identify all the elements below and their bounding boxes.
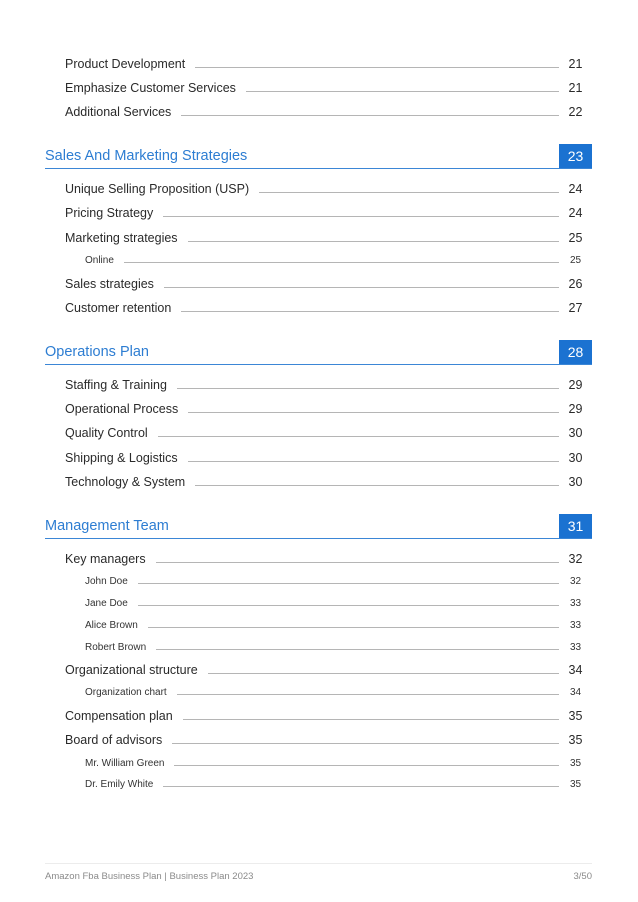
toc-subentry[interactable] xyxy=(45,759,592,769)
dot-leader xyxy=(148,627,559,628)
toc-subentry[interactable] xyxy=(45,577,592,587)
dot-leader xyxy=(138,583,559,584)
toc-entry[interactable] xyxy=(45,302,592,315)
toc-entry-label: Sales strategies xyxy=(65,277,154,291)
toc-entry-label: Technology & System xyxy=(65,475,186,489)
toc-section-heading[interactable] xyxy=(45,144,592,169)
section-page-badge: 31 xyxy=(559,514,592,538)
toc-entry-label: Quality Control xyxy=(65,426,148,440)
dot-leader xyxy=(177,388,559,389)
toc-entry-page: 33 xyxy=(569,642,582,653)
dot-leader xyxy=(174,765,559,766)
toc-subentry[interactable] xyxy=(45,256,592,266)
section-page-badge: 23 xyxy=(559,144,592,168)
dot-leader xyxy=(181,311,559,312)
toc-entry[interactable] xyxy=(45,58,592,71)
toc-entry[interactable] xyxy=(45,403,592,416)
toc-entry[interactable] xyxy=(45,427,592,440)
toc-entry-page: 25 xyxy=(568,231,583,245)
section-title: Management Team xyxy=(45,517,169,534)
toc-entry-page: 34 xyxy=(569,687,582,698)
dot-leader xyxy=(163,786,559,787)
toc-entry-label: Dr. Emily White xyxy=(85,779,154,790)
toc-entry-label: Compensation plan xyxy=(65,709,173,723)
dot-leader xyxy=(246,91,559,92)
dot-leader xyxy=(181,115,559,116)
toc-entry-page: 34 xyxy=(568,663,583,677)
toc-entry-page: 32 xyxy=(569,576,582,587)
toc-entry-page: 33 xyxy=(569,620,582,631)
dot-leader xyxy=(188,241,559,242)
toc-subentry[interactable] xyxy=(45,599,592,609)
section-page-badge: 28 xyxy=(559,340,592,364)
toc-entry[interactable] xyxy=(45,452,592,465)
toc-entry-page: 35 xyxy=(568,733,583,747)
toc-entry-page: 24 xyxy=(568,206,583,220)
dot-leader xyxy=(195,485,559,486)
toc-entry[interactable] xyxy=(45,183,592,196)
toc-entry-page: 30 xyxy=(568,475,583,489)
dot-leader xyxy=(156,562,559,563)
toc-entry-label: Mr. William Green xyxy=(85,758,165,769)
toc-entry[interactable] xyxy=(45,710,592,723)
section-title: Operations Plan xyxy=(45,343,149,360)
toc-entry-page: 35 xyxy=(569,779,582,790)
toc-entry-label: Customer retention xyxy=(65,301,172,315)
toc-entry[interactable] xyxy=(45,476,592,489)
dot-leader xyxy=(164,287,559,288)
toc-entry[interactable] xyxy=(45,553,592,566)
toc-entry-page: 35 xyxy=(569,758,582,769)
toc-entry-page: 30 xyxy=(568,426,583,440)
toc-entry[interactable] xyxy=(45,232,592,245)
toc-entry-label: Shipping & Logistics xyxy=(65,451,178,465)
toc-entry-page: 21 xyxy=(568,57,583,71)
toc-entry-label: John Doe xyxy=(85,576,128,587)
toc-entry-label: Pricing Strategy xyxy=(65,206,154,220)
toc-entry-label: Staffing & Training xyxy=(65,378,167,392)
dot-leader xyxy=(124,262,559,263)
toc-section-heading[interactable] xyxy=(45,514,592,539)
toc-entry-page: 22 xyxy=(568,105,583,119)
toc-entry-label: Marketing strategies xyxy=(65,231,178,245)
toc-entry[interactable] xyxy=(45,379,592,392)
dot-leader xyxy=(195,67,559,68)
footer-document-title: Amazon Fba Business Plan | Business Plan 2023 xyxy=(45,871,254,882)
toc-entry-label: Robert Brown xyxy=(85,642,147,653)
toc-entry-page: 27 xyxy=(568,301,583,315)
toc-entry-label: Key managers xyxy=(65,552,146,566)
toc-entry-page: 21 xyxy=(568,81,583,95)
toc-subentry[interactable] xyxy=(45,643,592,653)
toc-subentry[interactable] xyxy=(45,688,592,698)
toc-entry-label: Organization chart xyxy=(85,687,167,698)
toc-entry-label: Unique Selling Proposition (USP) xyxy=(65,182,250,196)
toc-entry[interactable] xyxy=(45,207,592,220)
toc-section-heading[interactable] xyxy=(45,340,592,365)
dot-leader xyxy=(188,461,559,462)
toc-entry-label: Product Development xyxy=(65,57,186,71)
dot-leader xyxy=(188,412,559,413)
toc-entry-page: 33 xyxy=(569,598,582,609)
toc-entry-page: 26 xyxy=(568,277,583,291)
toc-entry-label: Online xyxy=(85,255,114,266)
toc-entry-label: Operational Process xyxy=(65,402,179,416)
toc-entry-label: Organizational structure xyxy=(65,663,198,677)
dot-leader xyxy=(259,192,559,193)
toc-entry[interactable] xyxy=(45,82,592,95)
page-footer xyxy=(45,863,592,882)
dot-leader xyxy=(158,436,559,437)
section-title: Sales And Marketing Strategies xyxy=(45,147,248,164)
toc-entry-label: Jane Doe xyxy=(85,598,128,609)
dot-leader xyxy=(183,719,559,720)
dot-leader xyxy=(156,649,559,650)
toc-entry-label: Emphasize Customer Services xyxy=(65,81,236,95)
dot-leader xyxy=(172,743,559,744)
toc-entry-page: 35 xyxy=(568,709,583,723)
toc-entry-page: 32 xyxy=(568,552,583,566)
toc-entry[interactable] xyxy=(45,278,592,291)
dot-leader xyxy=(177,694,559,695)
footer-page-indicator: 3/50 xyxy=(573,871,592,882)
dot-leader xyxy=(208,673,559,674)
toc-entry-label: Additional Services xyxy=(65,105,172,119)
toc-entry-page: 24 xyxy=(568,182,583,196)
dot-leader xyxy=(138,605,559,606)
toc-entry-label: Board of advisors xyxy=(65,733,163,747)
toc-subentry[interactable] xyxy=(45,780,592,790)
toc-entry-label: Alice Brown xyxy=(85,620,138,631)
dot-leader xyxy=(163,216,559,217)
toc-entry-page: 29 xyxy=(568,378,583,392)
toc-entry[interactable] xyxy=(45,106,592,119)
toc-entry-page: 29 xyxy=(568,402,583,416)
toc-entry[interactable] xyxy=(45,664,592,677)
toc-entry-page: 25 xyxy=(569,255,582,266)
toc-entry-page: 30 xyxy=(568,451,583,465)
toc-subentry[interactable] xyxy=(45,621,592,631)
toc-entry[interactable] xyxy=(45,734,592,747)
